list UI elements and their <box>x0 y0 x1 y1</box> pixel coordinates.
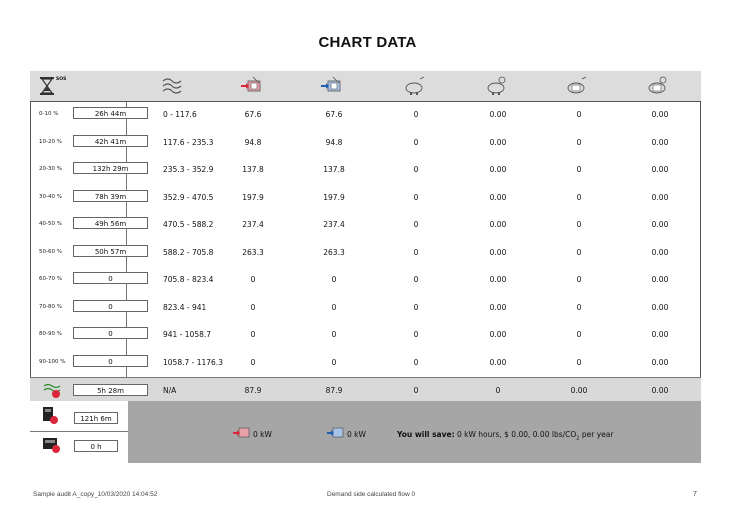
table-row <box>30 102 701 130</box>
row-cell-c6: 0.00 <box>651 192 669 202</box>
row-cell-c4: 0.00 <box>489 110 507 119</box>
row-cell-c4: 0.00 <box>489 165 507 174</box>
row-hours-field: 132h 29m <box>73 162 148 174</box>
compressor-blue-small-icon <box>326 426 346 440</box>
row-cell-c2: 0 <box>331 330 337 339</box>
table-row <box>30 295 701 323</box>
table-row <box>30 157 701 185</box>
footer-left: Sample audit A_copy_10/03/2020 14:04:52 <box>33 491 158 498</box>
row-cell-c4: 0.00 <box>489 137 507 147</box>
summary-c3: 0 <box>413 386 419 395</box>
row-cell-c3: 0 <box>413 330 419 339</box>
row-cell-c3: 0 <box>413 357 419 367</box>
row-cell-range: 941 - 1058.7 <box>163 330 212 339</box>
row-range-label: 60-70 % <box>39 276 62 282</box>
table-row <box>30 130 701 158</box>
row-hours-field: 49h 56m <box>73 217 148 229</box>
lower-hours-2: 0 h <box>74 440 118 452</box>
row-cell-c1: 237.4 <box>242 220 264 229</box>
row-cell-range: 470.5 - 588.2 <box>163 220 214 229</box>
row-range-label: 50-60 % <box>39 248 62 255</box>
piggybank-dollar-icon <box>484 75 510 97</box>
compressor-blue-icon <box>319 75 345 97</box>
row-cell-c4: 0.00 <box>489 302 507 312</box>
footer-center: Demand side calculated flow 0 <box>327 491 416 498</box>
row-cell-range: 588.2 - 705.8 <box>163 247 214 257</box>
kw-value-2: 0 kW <box>347 430 366 439</box>
row-cell-c2: 67.6 <box>325 110 343 119</box>
row-cell-c4: 0.00 <box>489 247 507 257</box>
row-range-label: 10-20 % <box>39 138 62 145</box>
row-cell-range: 705.8 - 823.4 <box>163 275 214 284</box>
row-cell-c5: 0 <box>576 137 582 147</box>
summary-range: N/A <box>163 386 177 395</box>
piggybank-dollar-yearly-icon <box>645 75 671 97</box>
compressor-red-icon <box>239 75 265 97</box>
summary-c6: 0.00 <box>651 386 669 395</box>
row-cell-c2: 137.8 <box>323 165 345 174</box>
row-cell-c2: 0 <box>331 275 337 284</box>
row-cell-c6: 0.00 <box>651 302 669 312</box>
row-cell-c6: 0.00 <box>651 247 669 257</box>
row-cell-c2: 0 <box>331 302 337 312</box>
row-cell-c5: 0 <box>576 110 582 119</box>
row-cell-c1: 263.3 <box>242 247 264 257</box>
row-cell-c1: 94.8 <box>244 137 262 147</box>
row-cell-c5: 0 <box>576 220 582 229</box>
compressor-red-small-icon <box>232 426 252 440</box>
row-hours-field: 26h 44m <box>73 107 148 119</box>
savings-subscript: 2 <box>576 435 580 442</box>
waves-icon <box>160 75 184 97</box>
row-cell-c5: 0 <box>576 302 582 312</box>
row-cell-c6: 0.00 <box>651 357 669 367</box>
row-hours-field: 42h 41m <box>73 135 148 147</box>
table-row <box>30 185 701 213</box>
row-cell-range: 117.6 - 235.3 <box>163 137 214 147</box>
row-cell-c5: 0 <box>576 275 582 284</box>
row-cell-c4: 0.00 <box>489 330 507 339</box>
table-row <box>30 240 701 268</box>
row-cell-c3: 0 <box>413 110 419 119</box>
table-row <box>30 267 701 295</box>
row-cell-c3: 0 <box>413 302 419 312</box>
row-cell-range: 352.9 - 470.5 <box>163 192 214 202</box>
summary-c4: 0 <box>495 386 501 395</box>
row-hours-field: 0 <box>73 355 148 367</box>
row-cell-range: 823.4 - 941 <box>163 302 207 312</box>
row-cell-c1: 0 <box>250 330 256 339</box>
piggybank-yearly-icon <box>564 75 590 97</box>
compressor-unit-icon <box>40 434 62 454</box>
summary-c1: 87.9 <box>244 386 262 395</box>
row-cell-c2: 94.8 <box>325 137 343 147</box>
savings-label: You will save: <box>397 430 455 439</box>
row-cell-range: 0 - 117.6 <box>163 110 197 119</box>
summary-row <box>30 377 701 402</box>
page-title: CHART DATA <box>318 34 417 51</box>
savings-value: 0 kW hours, $ 0.00, 0.00 lbs/CO <box>457 430 577 439</box>
row-range-label: 0-10 % <box>39 111 59 117</box>
table-row <box>30 322 701 350</box>
savings-text <box>397 430 613 442</box>
row-cell-c4: 0.00 <box>489 220 507 229</box>
lower-divider <box>30 431 128 432</box>
row-cell-c3: 0 <box>413 137 419 147</box>
row-cell-range: 235.3 - 352.9 <box>163 165 214 174</box>
row-cell-c4: 0.00 <box>489 357 507 367</box>
row-cell-c1: 137.8 <box>242 165 264 174</box>
piggybank-icon <box>402 75 428 97</box>
row-cell-c3: 0 <box>413 275 419 284</box>
row-hours-field: 0 <box>73 327 148 339</box>
summary-hours: 5h 28m <box>73 384 148 396</box>
row-cell-c5: 0 <box>576 192 582 202</box>
row-cell-c1: 0 <box>250 275 256 284</box>
row-cell-c6: 0.00 <box>651 275 669 284</box>
hourglass-icon <box>38 75 68 97</box>
row-range-label: 80-90 % <box>39 331 62 337</box>
summary-flow-icon <box>42 381 62 399</box>
row-hours-field: 0 <box>73 272 148 284</box>
row-cell-c2: 0 <box>331 357 337 367</box>
summary-c2: 87.9 <box>325 386 343 395</box>
row-range-label: 30-40 % <box>39 193 62 200</box>
summary-c5: 0.00 <box>570 386 588 395</box>
row-cell-c3: 0 <box>413 220 419 229</box>
page-number: 7 <box>693 491 697 498</box>
row-cell-c2: 237.4 <box>323 220 345 229</box>
row-range-label: 70-80 % <box>39 303 62 310</box>
row-hours-field: 78h 39m <box>73 190 148 202</box>
hourglass-caption: SOS <box>56 77 67 82</box>
row-cell-c5: 0 <box>576 247 582 257</box>
row-range-label: 90-100 % <box>39 358 66 365</box>
table-row <box>30 212 701 240</box>
row-cell-c6: 0.00 <box>651 137 669 147</box>
lower-hours-1: 121h 6m <box>74 412 118 424</box>
row-cell-c2: 263.3 <box>323 247 345 257</box>
row-cell-c1: 67.6 <box>244 110 262 119</box>
row-cell-c3: 0 <box>413 165 419 174</box>
row-range-label: 20-30 % <box>39 166 62 172</box>
row-cell-c1: 197.9 <box>242 192 264 202</box>
row-cell-c6: 0.00 <box>651 220 669 229</box>
row-cell-c3: 0 <box>413 247 419 257</box>
kw-value-1: 0 kW <box>253 430 272 439</box>
row-cell-c1: 0 <box>250 357 256 367</box>
row-cell-c3: 0 <box>413 192 419 202</box>
row-cell-c6: 0.00 <box>651 165 669 174</box>
compressor-off-icon <box>40 405 60 425</box>
row-cell-c4: 0.00 <box>489 275 507 284</box>
row-cell-c6: 0.00 <box>651 330 669 339</box>
row-hours-field: 50h 57m <box>73 245 148 257</box>
row-cell-c4: 0.00 <box>489 192 507 202</box>
row-hours-field: 0 <box>73 300 148 312</box>
row-cell-range: 1058.7 - 1176.3 <box>163 357 223 367</box>
table-header <box>30 71 701 102</box>
row-cell-c5: 0 <box>576 165 582 174</box>
row-cell-c2: 197.9 <box>323 192 345 202</box>
row-cell-c6: 0.00 <box>651 110 669 119</box>
row-cell-c5: 0 <box>576 357 582 367</box>
row-cell-c5: 0 <box>576 330 582 339</box>
row-range-label: 40-50 % <box>39 221 62 227</box>
savings-tail: per year <box>579 430 614 439</box>
row-cell-c1: 0 <box>250 302 256 312</box>
table-row <box>30 350 701 378</box>
lower-left-panel <box>30 401 128 463</box>
